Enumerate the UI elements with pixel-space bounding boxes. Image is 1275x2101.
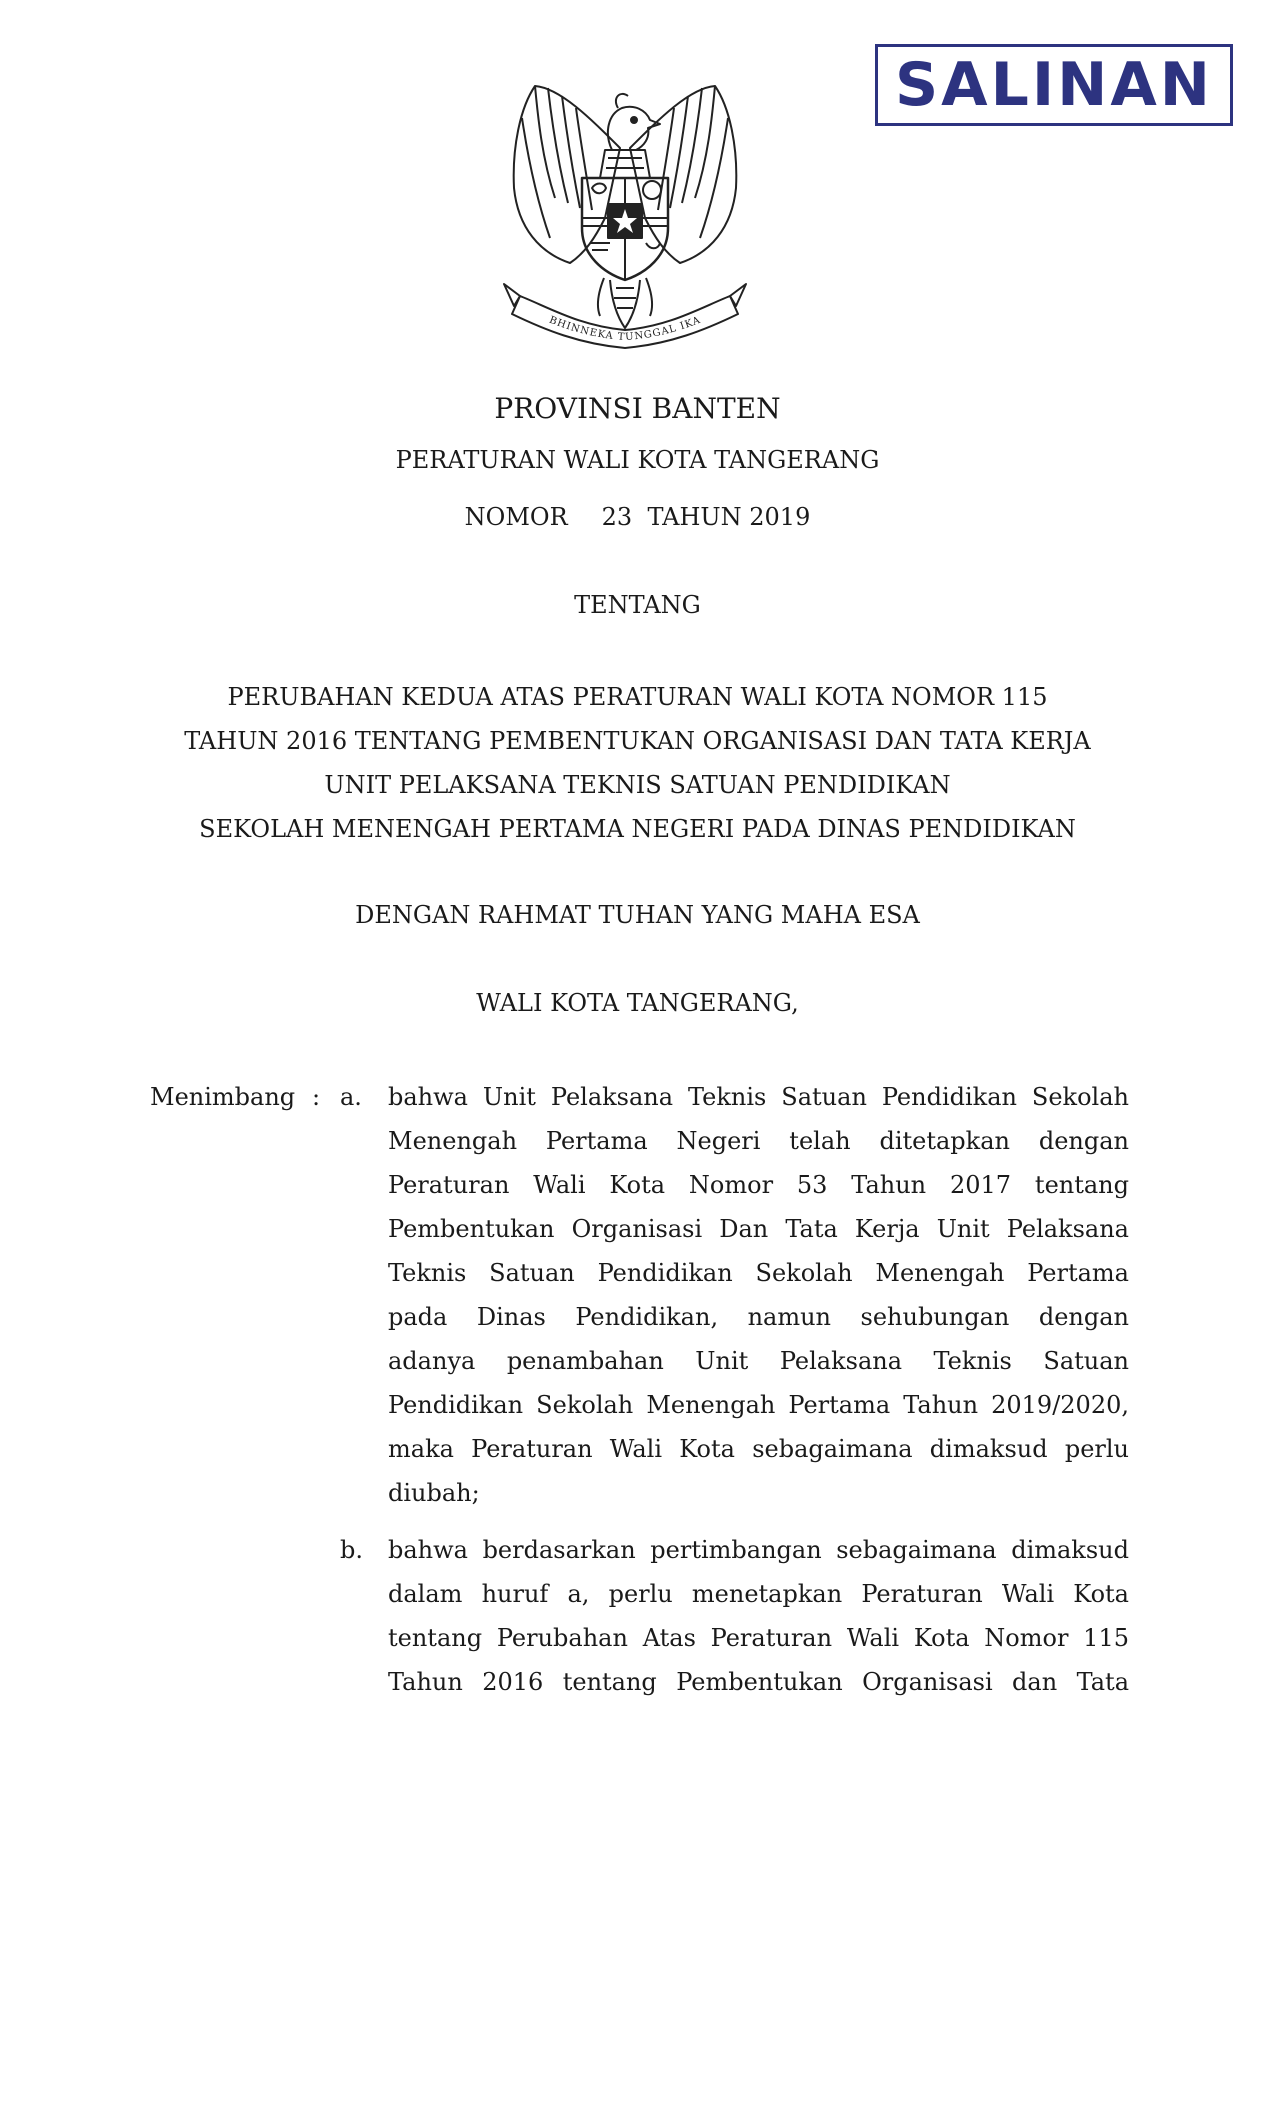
invocation: DENGAN RAHMAT TUHAN YANG MAHA ESA	[355, 901, 920, 929]
subject-line: SEKOLAH MENENGAH PERTAMA NEGERI PADA DINAS PENDIDIKAN	[199, 815, 1076, 843]
text-line: diubah;	[388, 1479, 480, 1507]
official-title: WALI KOTA TANGERANG,	[476, 989, 799, 1017]
text-line: Pendidikan Sekolah Menengah Pertama Tahun 2019/2020,	[388, 1391, 1129, 1419]
text-line: bahwa Unit Pelaksana Teknis Satuan Pendidikan Sekolah	[388, 1083, 1129, 1111]
text-line: dalam huruf a, perlu menetapkan Peraturan Wali Kota	[388, 1580, 1129, 1608]
number-label: NOMOR	[464, 503, 568, 531]
regulation-number	[0, 502, 1275, 532]
text-line: maka Peraturan Wali Kota sebagaimana dimaksud perlu	[388, 1435, 1129, 1463]
about-heading: TENTANG	[574, 591, 701, 619]
text-line: Pembentukan Organisasi Dan Tata Kerja Unit Pelaksana	[388, 1215, 1129, 1243]
number-value: 23	[601, 503, 633, 531]
consideration-b	[388, 1528, 1129, 1704]
subject-line: TAHUN 2016 TENTANG PEMBENTUKAN ORGANISASI DAN TATA KERJA	[184, 727, 1091, 755]
text-line: Tahun 2016 tentang Pembentukan Organisasi dan Tata	[388, 1668, 1129, 1696]
text-line: bahwa berdasarkan pertimbangan sebagaimana dimaksud	[388, 1536, 1129, 1564]
regulation-title: PERATURAN WALI KOTA TANGERANG	[395, 446, 880, 474]
text-line: Menengah Pertama Negeri telah ditetapkan dengan	[388, 1127, 1129, 1155]
garuda-emblem-icon	[500, 78, 750, 358]
text-line: tentang Perubahan Atas Peraturan Wali Kota Nomor 115	[388, 1624, 1129, 1652]
text-line: Teknis Satuan Pendidikan Sekolah Menengah Pertama	[388, 1259, 1129, 1287]
text-line: adanya penambahan Unit Pelaksana Teknis Satuan	[388, 1347, 1129, 1375]
year-label: TAHUN 2019	[647, 503, 811, 531]
text-line: pada Dinas Pendidikan, namun sehubungan dengan	[388, 1303, 1129, 1331]
text-line: Peraturan Wali Kota Nomor 53 Tahun 2017 tentang	[388, 1171, 1129, 1199]
salinan-stamp: SALINAN	[875, 44, 1233, 126]
regulation-subject	[0, 675, 1275, 851]
subject-line: PERUBAHAN KEDUA ATAS PERATURAN WALI KOTA NOMOR 115	[227, 683, 1048, 711]
considering-label: Menimbang	[150, 1083, 296, 1111]
considering-colon: :	[312, 1083, 321, 1111]
subject-line: UNIT PELAKSANA TEKNIS SATUAN PENDIDIKAN	[324, 771, 951, 799]
item-marker-b: b.	[340, 1536, 363, 1564]
province-title: PROVINSI BANTEN	[494, 392, 781, 425]
consideration-a	[388, 1075, 1129, 1515]
emblem-motto: BHINNEKA TUNGGAL IKA	[547, 314, 703, 344]
item-marker-a: a.	[340, 1083, 362, 1111]
